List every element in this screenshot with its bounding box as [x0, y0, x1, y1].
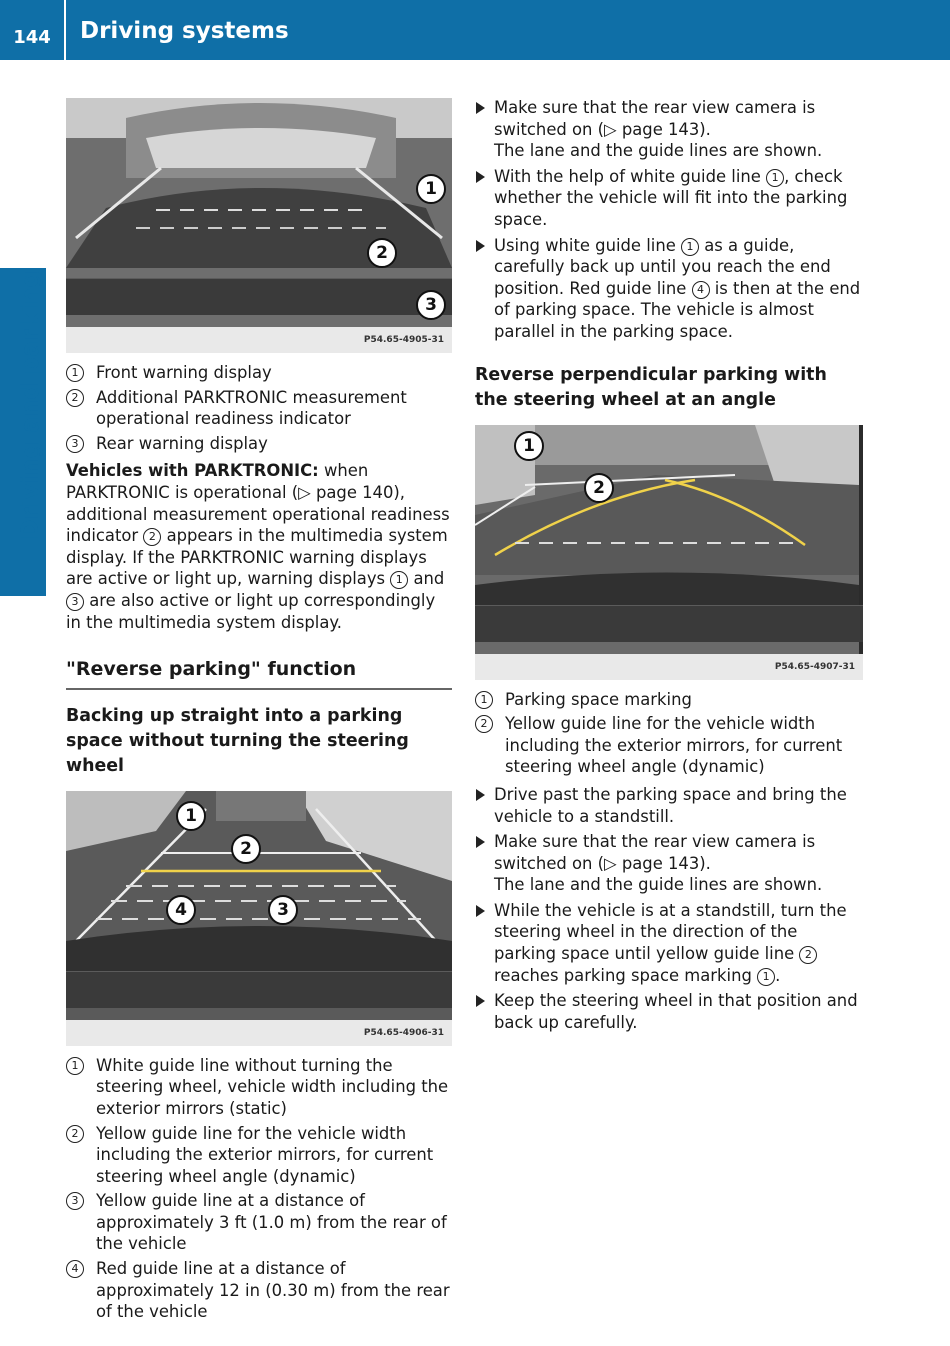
legend-item	[66, 1258, 452, 1323]
callout-2: 2	[367, 238, 397, 268]
inline-number: 1	[766, 169, 784, 187]
legend-number: 2	[66, 1125, 84, 1143]
left-column	[66, 98, 452, 1326]
instruction-step	[475, 990, 863, 1033]
legend-text: Additional PARKTRONIC measurement operational readiness indicator	[96, 387, 407, 429]
legend-text: Front warning display	[96, 363, 272, 382]
camera-image-parktronic	[66, 98, 452, 327]
page-title: Driving systems	[80, 18, 289, 44]
step-text: Drive past the parking space and bring the vehicle to a standstill.	[494, 784, 847, 826]
image-code: P54.65-4907-31	[475, 654, 863, 680]
instruction-list	[475, 784, 863, 1034]
legend-text: Red guide line at a distance of approximately 12 in (0.30 m) from the rear of the vehicle	[96, 1259, 450, 1322]
instruction-step	[475, 235, 863, 343]
step-text: Make sure that the rear view camera is switched on (▷ page 143).	[494, 832, 816, 873]
step-text: Keep the steering wheel in that position and back up carefully.	[494, 991, 858, 1032]
legend-item	[66, 433, 452, 455]
page-header	[0, 0, 950, 60]
legend-text: Parking space marking	[505, 689, 692, 709]
legend-number: 3	[66, 1192, 84, 1210]
legend-number: 1	[475, 691, 493, 709]
legend-item	[66, 1190, 452, 1255]
step-text: While the vehicle is at a standstill, turn the steering wheel in the direction of the parking space until yellow guide line	[494, 900, 847, 964]
step-text: With the help of white guide line	[494, 166, 767, 186]
callout-1: 1	[514, 431, 544, 461]
step-text: .	[775, 965, 781, 985]
camera-control-bar	[66, 278, 452, 315]
legend-item	[66, 1055, 452, 1120]
instruction-step	[475, 784, 863, 827]
legend-number: 2	[66, 389, 84, 407]
legend-straight	[66, 1055, 452, 1323]
legend-number: 1	[66, 1057, 84, 1075]
inline-number: 1	[757, 968, 775, 986]
legend-number: 4	[66, 1260, 84, 1278]
legend-angle	[475, 689, 863, 778]
legend-text: Rear warning display	[96, 433, 268, 453]
callout-3: 3	[416, 290, 446, 320]
section-heading: "Reverse parking" function	[66, 659, 452, 690]
legend-number: 1	[66, 364, 84, 382]
callout-2: 2	[231, 834, 261, 864]
header-divider	[64, 0, 66, 60]
instruction-step	[475, 900, 863, 986]
image-code: P54.65-4905-31	[66, 327, 452, 353]
inline-number: 2	[143, 528, 161, 546]
text-run: and	[408, 569, 445, 589]
legend-number: 2	[475, 715, 493, 733]
instruction-step	[475, 831, 863, 896]
text-run: are also active or light up correspondingly in the multimedia system display.	[66, 590, 436, 632]
legend-text: Yellow guide line for the vehicle width including the exterior mirrors, for current steering wheel angle (dynamic)	[96, 1123, 434, 1186]
image-code: P54.65-4906-31	[66, 1020, 452, 1046]
step-text: Make sure that the rear view camera is switched on (▷ page 143).	[494, 98, 816, 139]
legend-item	[66, 1123, 452, 1188]
legend-text: Yellow guide line for the vehicle width including the exterior mirrors, for current steering wheel angle (dynamic)	[505, 714, 843, 777]
camera-control-bar	[66, 971, 452, 1008]
step-text: Using white guide line	[494, 235, 681, 255]
parktronic-paragraph	[66, 460, 452, 633]
instruction-step	[475, 97, 863, 162]
legend-item	[66, 387, 452, 430]
callout-4: 4	[166, 895, 196, 925]
legend-item	[475, 713, 863, 778]
camera-image-angle	[475, 425, 863, 654]
legend-text: Yellow guide line at a distance of approximately 3 ft (1.0 m) from the rear of the vehicle	[96, 1191, 447, 1254]
callout-1: 1	[176, 801, 206, 831]
inline-number: 3	[66, 593, 84, 611]
right-column	[475, 97, 863, 1037]
subsection-heading: Backing up straight into a parking space without turning the steering wheel	[66, 705, 409, 776]
inline-number: 1	[390, 571, 408, 589]
step-text: as a guide, carefully back up until you reach the end position. Red guide line	[494, 235, 831, 298]
step-text: is then at the end of parking space. The vehicle is almost parallel in the parking space.	[494, 278, 861, 341]
inline-number: 4	[692, 281, 710, 299]
legend-parktronic	[66, 362, 452, 454]
camera-image-straight	[66, 791, 452, 1020]
step-result: The lane and the guide lines are shown.	[494, 141, 823, 161]
legend-number: 3	[66, 435, 84, 453]
camera-control-bar	[475, 605, 863, 642]
legend-item	[66, 362, 452, 384]
text-run: appears in the multimedia system display. If the PARKTRONIC warning displays are active or light up, warning displays	[66, 526, 448, 589]
inline-number: 2	[799, 946, 817, 964]
callout-2: 2	[584, 473, 614, 503]
bold-lead: Vehicles with PARKTRONIC:	[66, 461, 319, 481]
callout-3: 3	[268, 895, 298, 925]
text-run: when PARKTRONIC is operational (▷ page 140), additional measurement operational readiness indicator	[66, 461, 450, 546]
step-text: , check whether the vehicle will fit into the parking space.	[494, 166, 848, 229]
instruction-step	[475, 166, 863, 231]
step-text: reaches parking space marking	[494, 965, 758, 985]
inline-number: 1	[681, 238, 699, 256]
legend-item	[475, 689, 863, 711]
page-number: 144	[13, 27, 51, 48]
subsection-heading: Reverse perpendicular parking with the steering wheel at an angle	[475, 364, 827, 410]
callout-1: 1	[416, 174, 446, 204]
side-tab-label: Driving and parking	[16, 270, 44, 540]
legend-text: White guide line without turning the steering wheel, vehicle width including the exterior mirrors (static)	[96, 1055, 449, 1118]
step-result: The lane and the guide lines are shown.	[494, 875, 823, 895]
